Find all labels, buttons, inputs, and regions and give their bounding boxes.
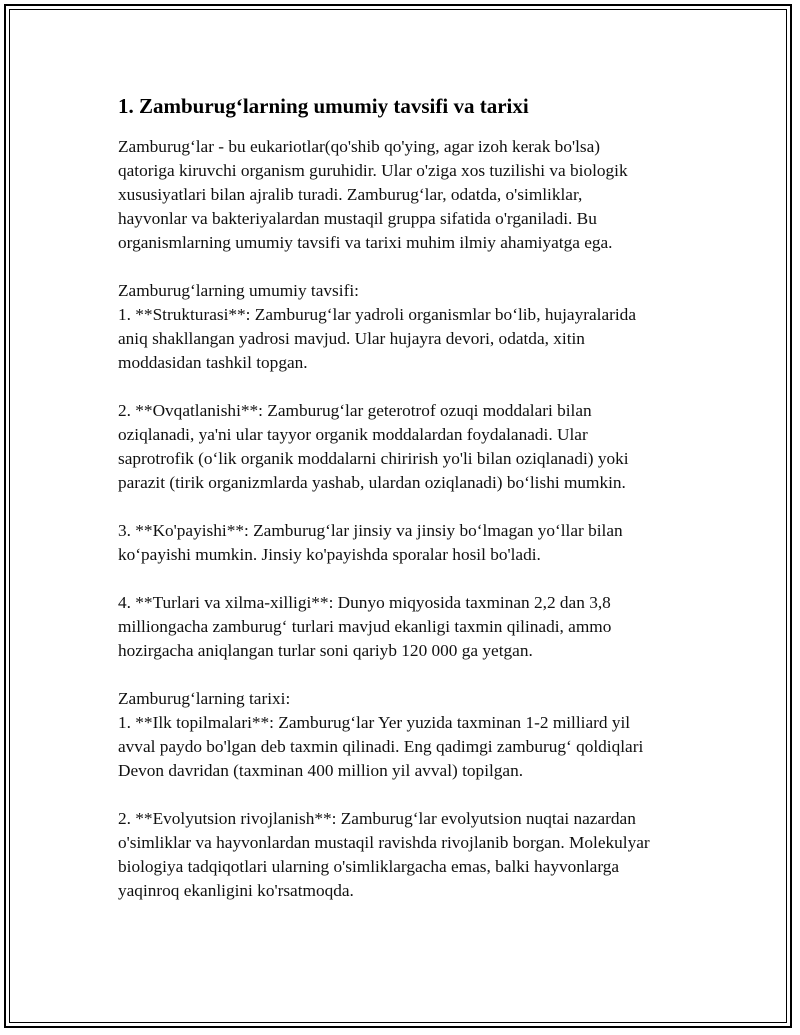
history-item-first-finds: 1. **Ilk topilmalari**: Zamburug‘lar Yer yuzida taxminan 1-2 milliard yil avval paydo bo'lgan deb taxmin qilinadi. Eng qadimgi zamburug‘ qoldiqlari Devon davridan (taxminan 400 million yil avval) topilgan. [118,713,644,780]
section-general-heading: Zamburug‘larning umumiy tavsifi: [118,281,359,300]
general-item-structure: 1. **Strukturasi**: Zamburug‘lar yadroli organismlar bo‘lib, hujayralarida aniq shakllangan yadrosi mavjud. Ular hujayra devori, odatda, xitin moddasidan tashkil topgan. [118,305,636,372]
history-item-evolution: 2. **Evolyutsion rivojlanish**: Zamburug‘lar evolyutsion nuqtai nazardan o'simliklar va hayvonlardan mustaqil ravishda rivojlanib borgan. Molekulyar biologiya tadqiqotlari ularning o'simliklargacha emas, balki hayvonlarga yaqinroq ekanligini ko'rsatmoqda. [118,809,650,900]
general-item-diversity: 4. **Turlari va xilma-xilligi**: Dunyo miqyosida taxminan 2,2 dan 3,8 milliongacha zamburug‘ turlari mavjud ekanligi taxmin qilinadi, ammo hozirgacha aniqlangan turlar soni qariyb 120 000 ga yetgan. [118,593,612,660]
section-history-block [118,687,688,783]
intro-paragraph: Zamburug‘lar - bu eukariotlar(qo'shib qo'ying, agar izoh kerak bo'lsa) qatoriga kiruvchi organism guruhidir. Ular o'ziga xos tuzilishi va biologik xususiyatlari bilan ajralib turadi. Zamburug‘lar, odatda, o'simliklar, hayvonlar va bakteriyalardan mustaqil gruppa sifatida o'rganiladi. Bu organismlarning umumiy tavsifi va tarixi muhim ilmiy ahamiyatga ega. [118,137,628,252]
section-general-block [118,279,688,375]
document-title: 1. Zamburug‘larning umumiy tavsifi va tarixi [118,94,529,118]
document-body [118,92,688,927]
general-item-reproduction: 3. **Ko'payishi**: Zamburug‘lar jinsiy va jinsiy bo‘lmagan yo‘llar bilan ko‘payishi mumkin. Jinsiy ko'payishda sporalar hosil bo'ladi. [118,521,623,564]
general-item-nutrition: 2. **Ovqatlanishi**: Zamburug‘lar geterotrof ozuqi moddalari bilan oziqlanadi, ya'ni ular tayyor organik moddalardan foydalanadi. Ular saprotrofik (o‘lik organik moddalarni chirirish yo'li bilan oziqlanadi) yoki parazit (tirik organizmlarda yashab, ulardan oziqlanadi) bo‘lishi mumkin. [118,401,629,492]
section-history-heading: Zamburug‘larning tarixi: [118,689,291,708]
